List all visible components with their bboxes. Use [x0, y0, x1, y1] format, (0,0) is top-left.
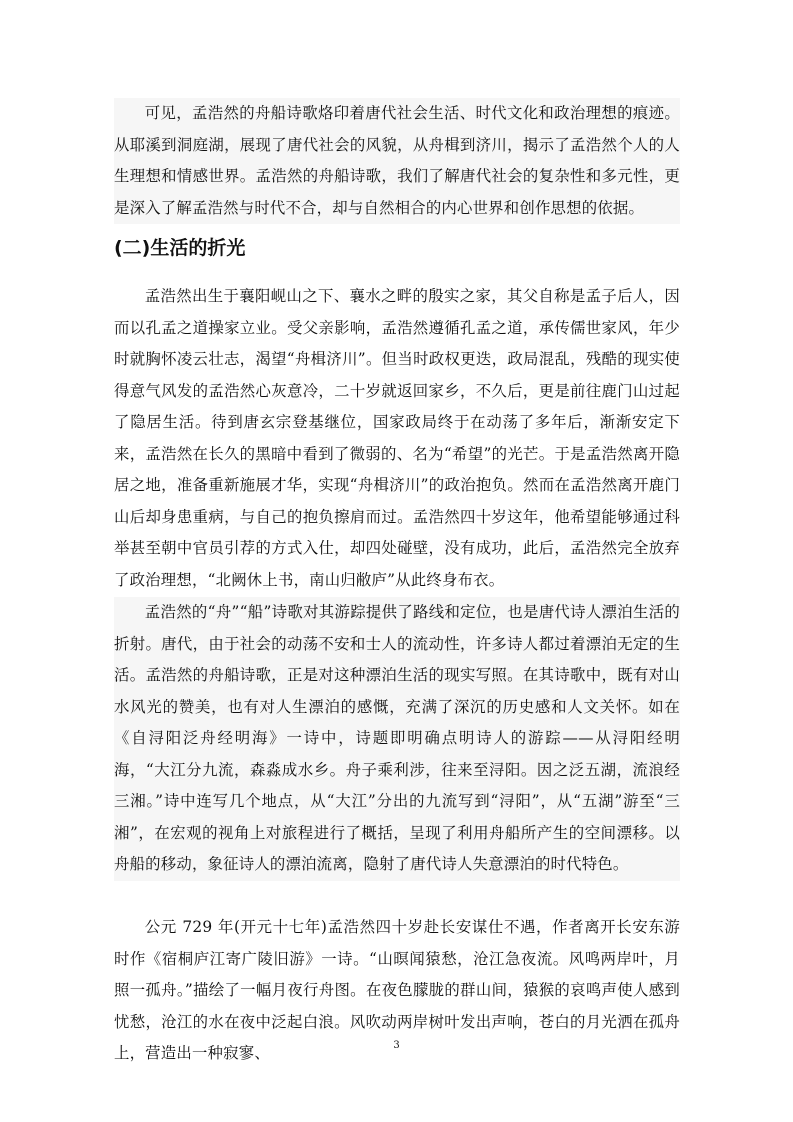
section-heading: (二)生活的折光 — [114, 237, 246, 259]
page-number: 3 — [393, 1040, 400, 1051]
body-paragraph: 孟浩然出生于襄阳岘山之下、襄水之畔的殷实之家，其父自称是孟子后人，因而以孔孟之道操家立业。受父亲影响，孟浩然遵循孔孟之道，承传儒世家风，年少时就胸怀凌云壮志，渴望“舟楫济川”。但当时政权更迭，政局混乱，残酷的现实使得意气风发的孟浩然心灰意冷，二十岁就返回家乡，不久后，更是前往鹿门山过起了隐居生活。待到唐玄宗登基继位，国家政局终于在动荡了多年后，渐渐安定下来，孟浩然在长久的黑暗中看到了微弱的、名为“希望”的光芒。于是孟浩然离开隐居之地，准备重新施展才华，实现“舟楫济川”的政治抱负。然而在孟浩然离开鹿门山后却身患重病，与自己的抱负擦肩而过。孟浩然四十岁这年，他希望能够通过科举甚至朝中官员引荐的方式入仕，却四处碰壁，没有成功，此后，孟浩然完全放弃了政治理想，“北阙休上书，南山归敝庐”从此终身布衣。 — [114, 287, 680, 589]
body-paragraph: 孟浩然的“舟”“船”诗歌对其游踪提供了路线和定位，也是唐代诗人漂泊生活的折射。唐代，由于社会的动荡不安和士人的流动性，许多诗人都过着漂泊无定的生活。孟浩然的舟船诗歌，正是对这种漂泊生活的现实写照。在其诗歌中，既有对山水风光的赞美，也有对人生漂泊的感慨，充满了深沉的历史感和人文关怀。如在《自浔阳泛舟经明海》一诗中，诗题即明确点明诗人的游踪——从浔阳经明海，“大江分九流，森淼成水乡。舟子乘利涉，往来至浔阳。因之泛五湖，流浪经三湘。”诗中连写几个地点，从“大江”分出的九流写到“浔阳”，从“五湖”游至“三湘”，在宏观的视角上对旅程进行了概括，呈现了利用舟船所产生的空间漂移。以舟船的移动，象征诗人的漂泊流离，隐射了唐代诗人失意漂泊的时代特色。 — [114, 597, 680, 881]
intro-paragraph: 可见，孟浩然的舟船诗歌烙印着唐代社会生活、时代文化和政治理想的痕迹。从耶溪到洞庭湖，展现了唐代社会的风貌，从舟楫到济川，揭示了孟浩然个人的人生理想和情感世界。孟浩然的舟船诗歌，我们了解唐代社会的复杂性和多元性，更是深入了解孟浩然与时代不合，却与自然相合的内心世界和创作思想的依据。 — [114, 98, 680, 224]
body-paragraph: 公元 729 年(开元十七年)孟浩然四十岁赴长安谋仕不遇，作者离开长安东游时作《宿桐庐江寄广陵旧游》一诗。“山暝闻猿愁，沧江急夜流。风鸣两岸叶，月照一孤舟。”描绘了一幅月夜行舟图。在夜色朦胧的群山间，猿猴的哀鸣声使人感到忧愁，沧江的水在夜中泛起白浪。风吹动两岸树叶发出声响，苍白的月光洒在孤舟上，营造出一种寂寥、 — [114, 918, 680, 1062]
